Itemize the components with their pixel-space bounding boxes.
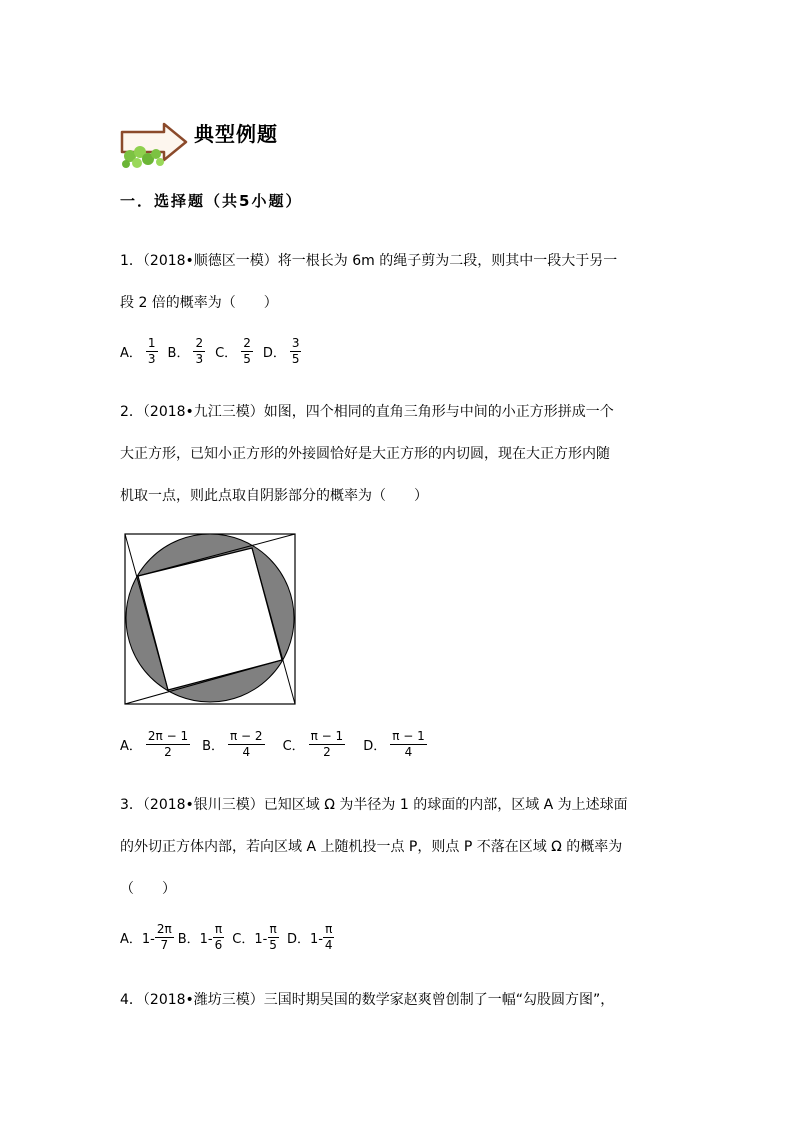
q2-options [120, 729, 437, 760]
q1-option-d[interactable]: D． $\frac{3}{5}$ [262, 336, 300, 366]
q2-text-line1: 2．（2018•九江三模）如图，四个相同的直角三角形与中间的小正方形拼成一个 [120, 404, 614, 420]
arrow-clover-icon [118, 122, 190, 170]
q3-options [120, 922, 345, 953]
section-title: 一．选择题（共5小题） [120, 192, 303, 210]
q1-option-c[interactable]: C． $\frac{2}{5}$ [215, 336, 251, 366]
q3-option-c[interactable]: C．1- $\frac{\pi}{5}$ [232, 922, 277, 952]
q2-text-line2: 大正方形，已知小正方形的外接圆恰好是大正方形的内切圆，现在大正方形内随 [120, 446, 610, 462]
q1-text-line1: 1．（2018•顺德区一模）将一根长为 6m 的绳子剪为二段，则其中一段大于另一 [120, 253, 618, 269]
q3-text-line1: 3．（2018•银川三模）已知区域 Ω 为半径为 1 的球面的内部，区域 A 为上述球面 [120, 797, 628, 813]
q2-option-a[interactable]: A． $\frac{2\pi - 1}{2}$ [120, 729, 189, 759]
q4-text-line1: 4．（2018•潍坊三模）三国时期吴国的数学家赵爽曾创制了一幅“勾股圆方图”， [120, 992, 615, 1008]
q2-option-b[interactable]: B． $\frac{\pi - 2}{4}$ [202, 729, 263, 759]
q1-option-a[interactable]: A． $\frac{1}{3}$ [120, 336, 156, 366]
q3-option-a[interactable]: A．1- $\frac{2\pi}{7}$ [120, 922, 172, 952]
q2-text-line3: 机取一点，则此点取自阴影部分的概率为（ ） [120, 488, 428, 504]
q1-option-b[interactable]: B． $\frac{2}{3}$ [167, 336, 204, 366]
q1-text-line2: 段 2 倍的概率为（ ） [120, 295, 278, 311]
q2-option-d[interactable]: D． $\frac{\pi - 1}{4}$ [363, 729, 425, 759]
q3-option-d[interactable]: D．1- $\frac{\pi}{4}$ [286, 922, 333, 952]
q3-option-b[interactable]: B．1- $\frac{\pi}{6}$ [177, 922, 223, 952]
q3-text-line3: （ ） [120, 881, 176, 897]
geometry-figure [124, 533, 298, 707]
q3-text-line2: 的外切正方体内部，若向区域 A 上随机投一点 P，则点 P 不落在区域 Ω 的概率为 [120, 839, 623, 855]
q1-options [120, 336, 311, 367]
q2-option-c[interactable]: C． $\frac{\pi - 1}{2}$ [282, 729, 344, 759]
page-heading: 典型例题 [194, 122, 278, 146]
